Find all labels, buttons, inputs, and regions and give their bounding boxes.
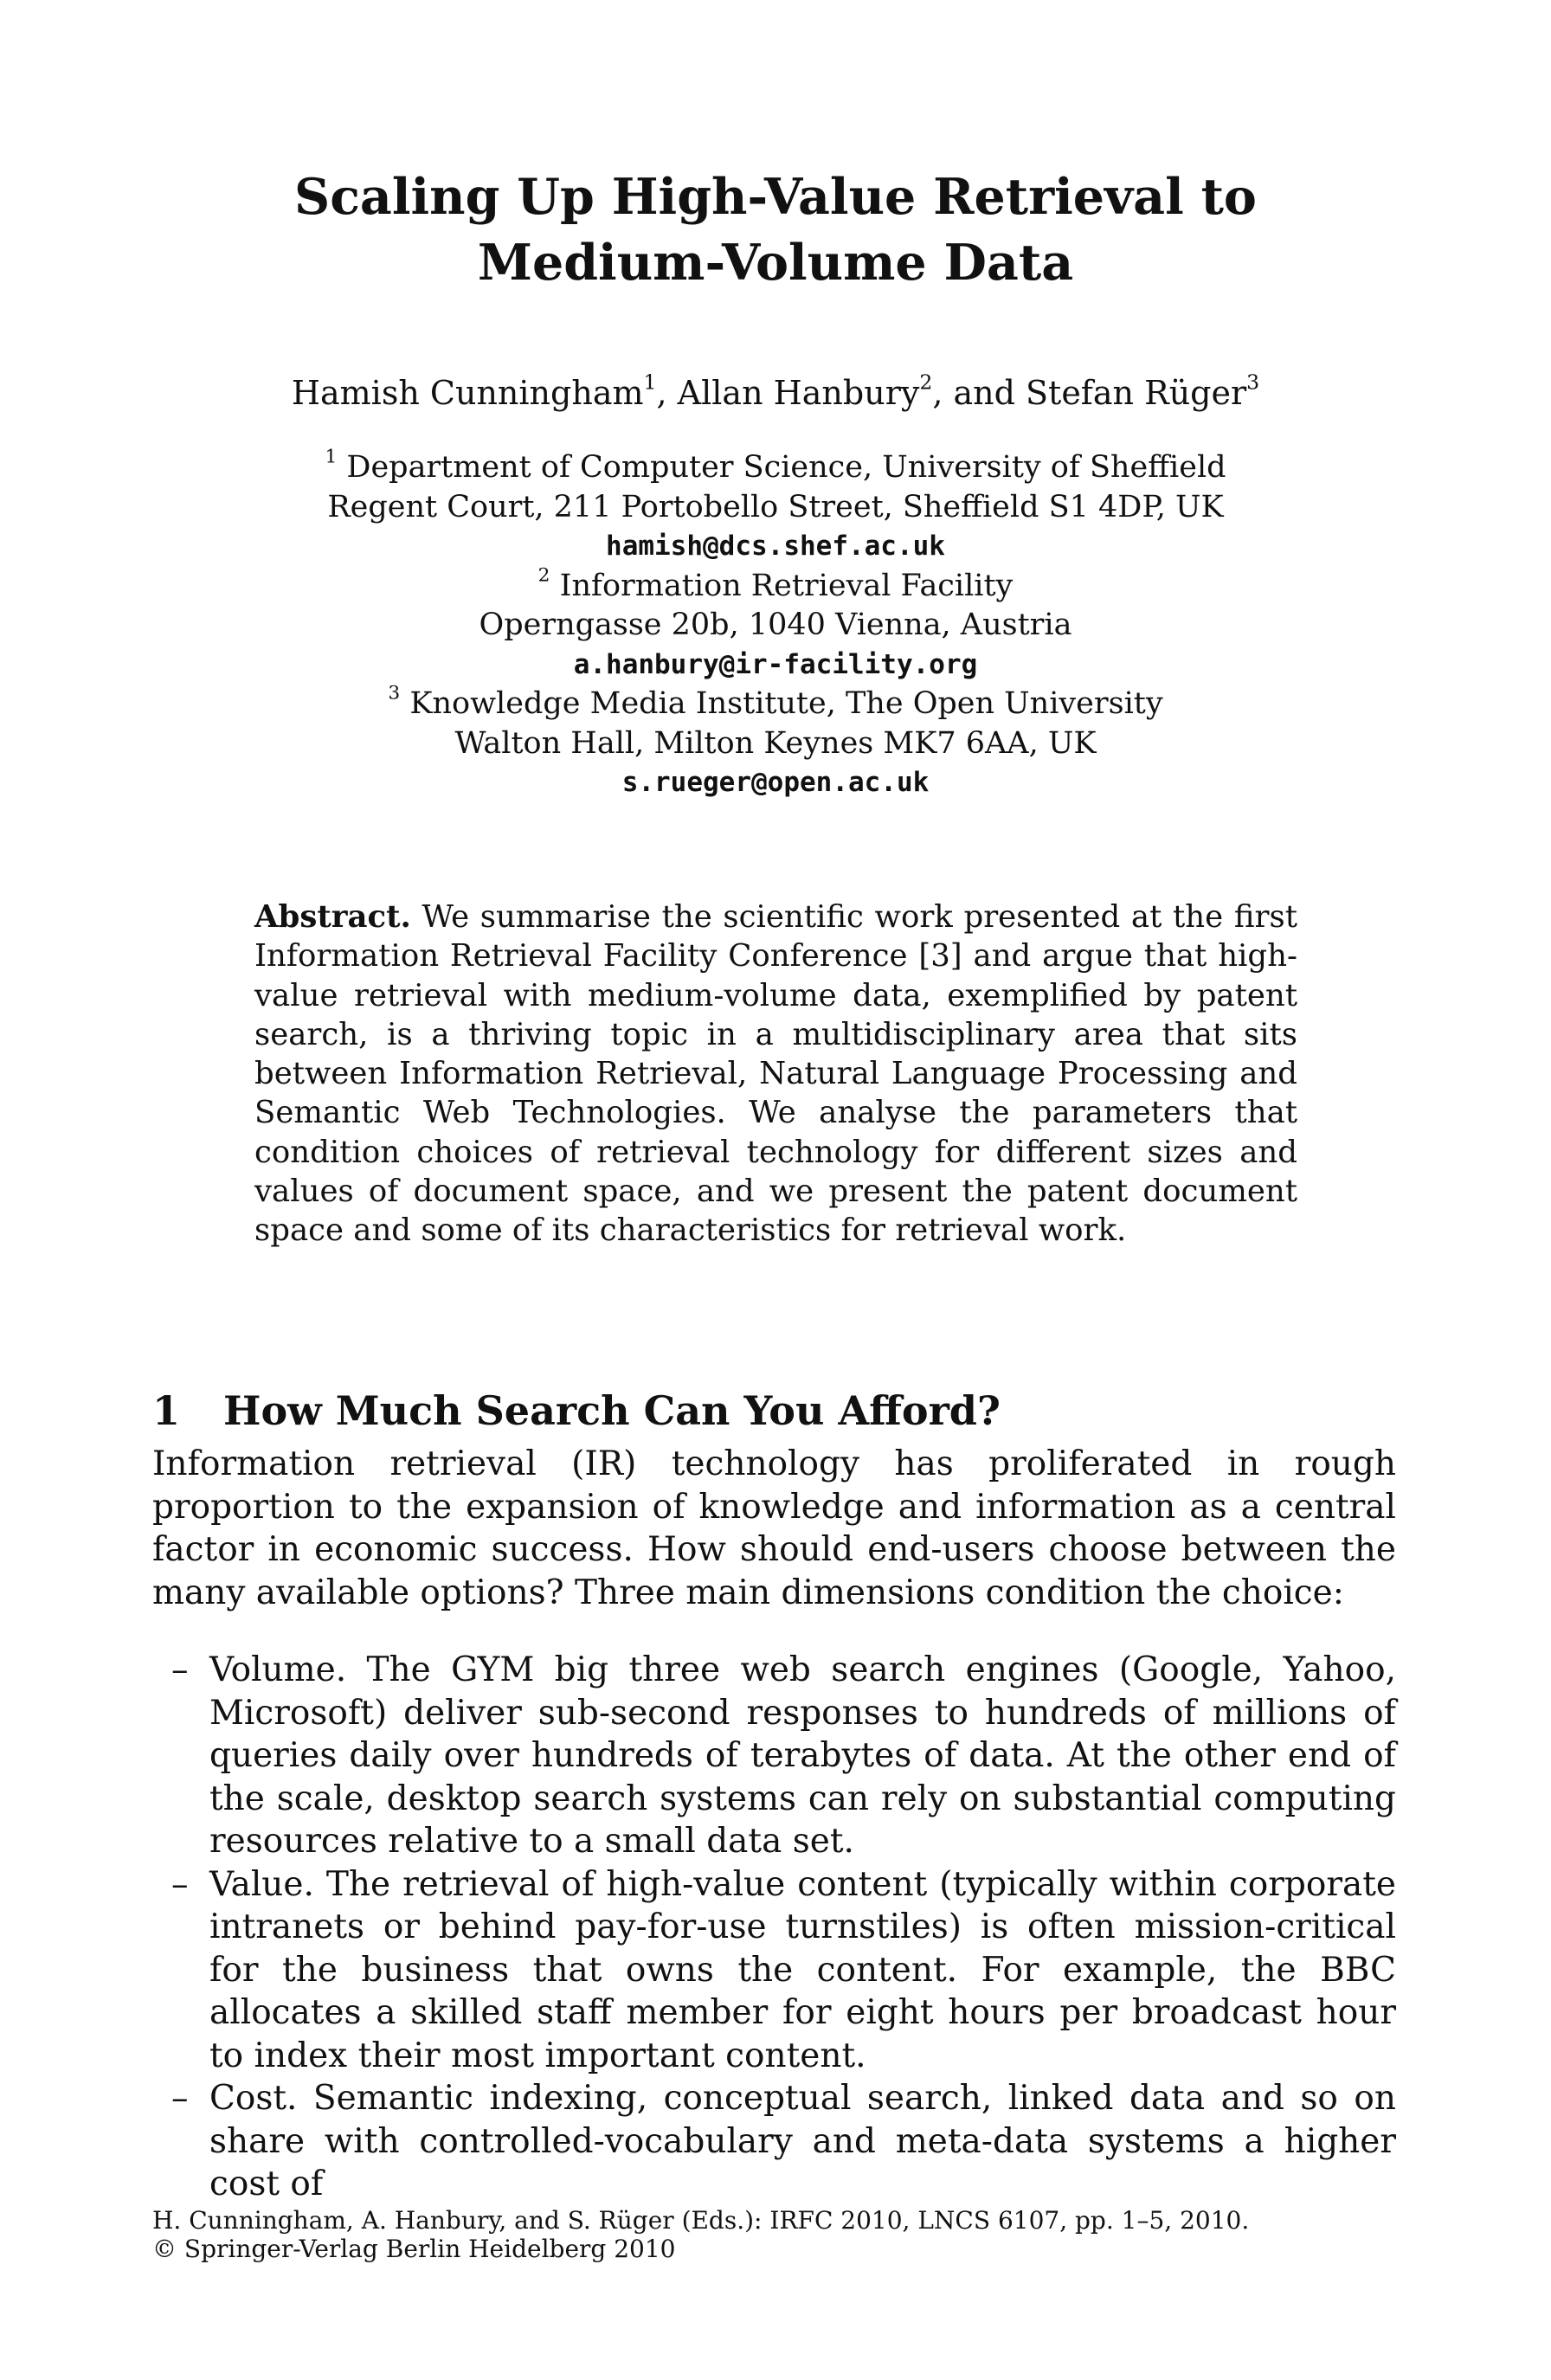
page-footer: [152, 2206, 1249, 2263]
author-mark: 2: [919, 370, 933, 395]
author-separator: , and: [932, 374, 1026, 412]
abstract-text: We summarise the scientific work presented at the first Information Retrieval Facility Conference [3] and argue that high-value retrieval with medium-volume data, exemplified by patent search, is a thriving topic in a multidisciplinary area that sits between Information Retrieval, Natural Language Processing and Semantic Web Technologies. We analyse the parameters that condition choices of retrieval technology for different sizes and values of document space, and we present the patent document space and some of its characteristics for retrieval work.: [254, 899, 1297, 1249]
paper-title: [0, 164, 1551, 296]
affiliation-line: $^2$ Information Retrieval Facility: [537, 564, 1014, 603]
list-item: [152, 2077, 1396, 2206]
affiliation-email: hamish@dcs.shef.ac.uk: [606, 531, 945, 562]
affiliation-mark: 2: [537, 564, 550, 587]
list-dash: –: [171, 1650, 189, 1689]
affiliation-email: s.rueger@open.ac.uk: [621, 767, 930, 798]
affiliation-email: a.hanbury@ir-facility.org: [573, 648, 978, 680]
section-number: 1: [152, 1387, 181, 1435]
list-item-text: Value. The retrieval of high-value content (typically within corporate intranets or behind pay-for-use turnstiles) is often mission-critical for the business that owns the content. For example, the BBC allocates a skilled staff member for eight hours per broadcast hour to index their most important content.: [209, 1864, 1396, 2075]
author-separator: ,: [656, 374, 678, 412]
author-mark: 1: [643, 370, 657, 395]
author-name: Allan Hanbury: [677, 374, 920, 412]
section-title: How Much Search Can You Afford?: [223, 1387, 1001, 1435]
author-mark: 3: [1246, 370, 1260, 395]
affiliations: [0, 448, 1551, 803]
footer-copyright: © Springer-Verlag Berlin Heidelberg 2010: [152, 2235, 676, 2263]
list-item: [152, 1863, 1396, 2078]
affiliation-address: Regent Court, 211 Portobello Street, Sheffield S1 4DP, UK: [327, 489, 1224, 524]
affiliation-line: $^1$ Department of Computer Science, University of Sheffield: [325, 446, 1226, 485]
affiliation-address: Walton Hall, Milton Keynes MK7 6AA, UK: [454, 725, 1097, 761]
list-dash: –: [171, 2079, 189, 2118]
section-heading: [152, 1385, 1001, 1437]
affiliation-line: $^3$ Knowledge Media Institute, The Open University: [388, 682, 1163, 721]
author-list: [0, 372, 1551, 414]
list-item: [152, 1649, 1396, 1863]
title-line-2: Medium-Volume Data: [477, 234, 1074, 292]
list-item-text: Volume. The GYM big three web search engines (Google, Yahoo, Microsoft) deliver sub-second responses to hundreds of millions of queries daily over hundreds of terabytes of data. At the other end of the scale, desktop search systems can rely on substantial computing resources relative to a small data set.: [209, 1650, 1396, 1861]
title-line-1: Scaling Up High-Value Retrieval to: [294, 168, 1257, 226]
dimension-list: [152, 1649, 1396, 2206]
footer-citation: H. Cunningham, A. Hanbury, and S. Rüger (Eds.): IRFC 2010, LNCS 6107, pp. 1–5, 2010.: [152, 2206, 1250, 2235]
abstract-label: Abstract.: [254, 899, 411, 935]
author-name: Stefan Rüger: [1026, 374, 1247, 412]
affiliation-mark: 3: [388, 682, 401, 704]
affiliation-address: Operngasse 20b, 1040 Vienna, Austria: [479, 608, 1072, 642]
list-item-text: Cost. Semantic indexing, conceptual search, linked data and so on share with controlled-vocabulary and meta-data systems a higher cost of: [209, 2079, 1396, 2203]
list-dash: –: [171, 1864, 189, 1904]
author-name: Hamish Cunningham: [291, 374, 644, 412]
intro-paragraph: Information retrieval (IR) technology has proliferated in rough proportion to the expansion of knowledge and information as a central factor in economic success. How should end-users choose between the many available options? Three main dimensions condition the choice:: [152, 1444, 1396, 1612]
affiliation-mark: 1: [325, 446, 338, 468]
abstract: [254, 897, 1297, 1251]
